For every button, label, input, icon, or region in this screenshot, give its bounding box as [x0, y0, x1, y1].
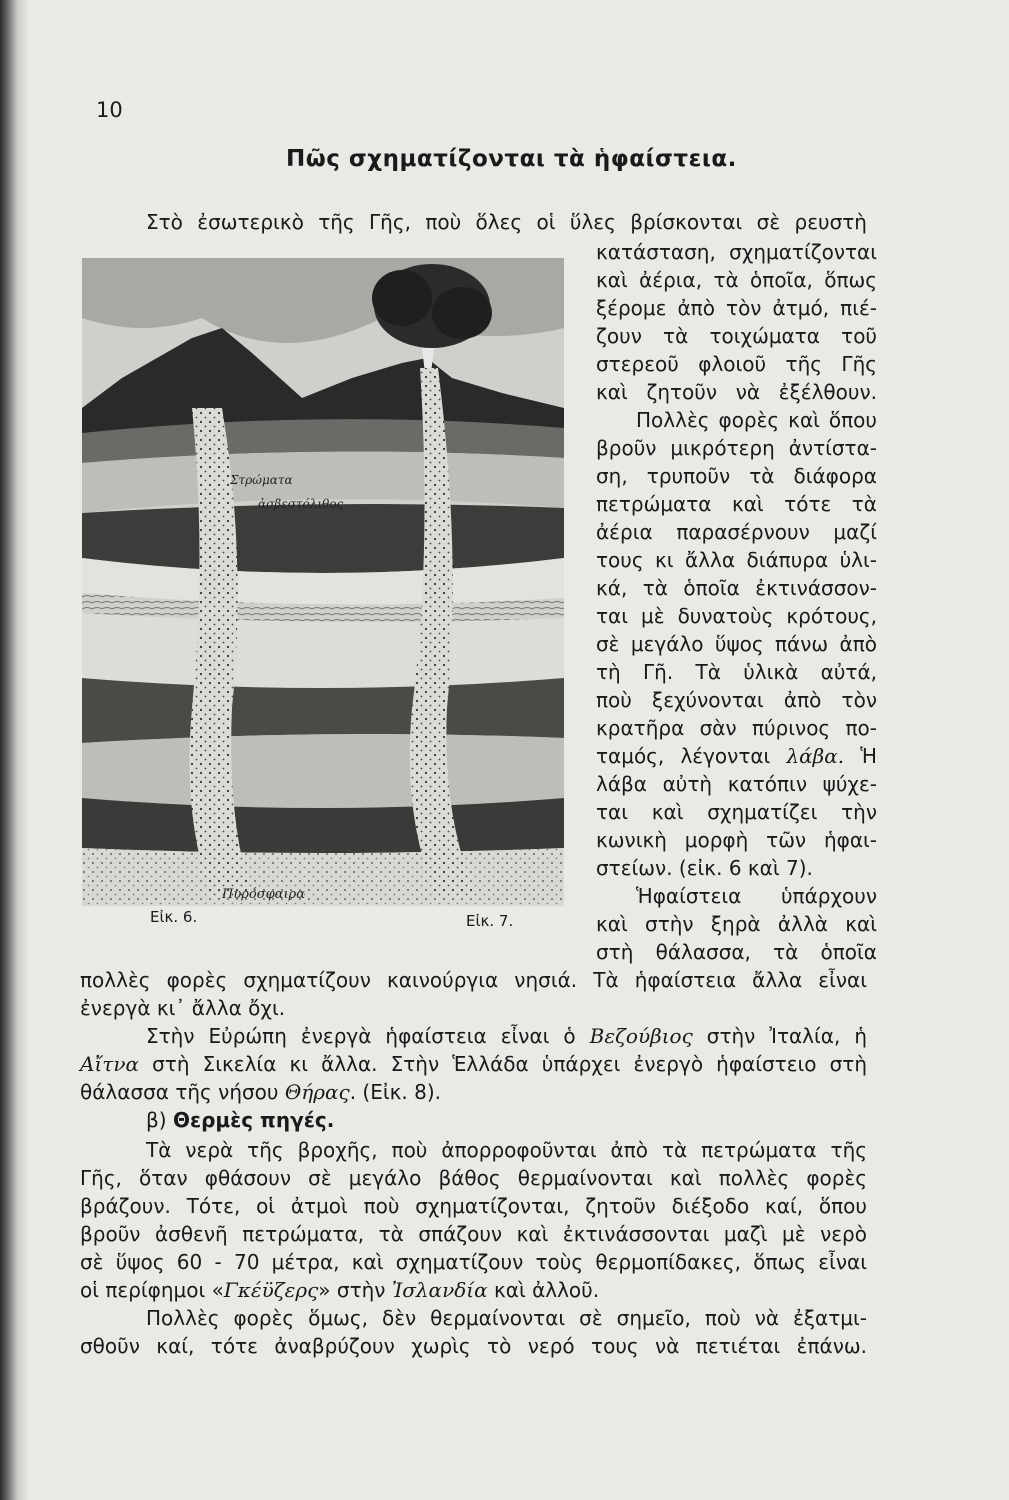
column-line: βροῦν μικρότερη ἀντίστα- — [596, 436, 877, 460]
column-line: ποὺ ξεχύνονται ἀπὸ τὸν — [596, 688, 877, 712]
paragraph-line: Γῆς, ὅταν φθάσουν σὲ μεγάλο βάθος θερμαίνονται καὶ πολλὲς φορὲς — [80, 1166, 867, 1190]
italic-term-vesuvius: Βεζούβιος — [589, 1024, 693, 1048]
text-run: στὴ Σικελία κι ἄλλα. Στὴν Ἑλλάδα ὑπάρχει ἐνεργὸ ἡφαίστειο στὴ — [139, 1052, 867, 1076]
column-line: ται καὶ σχηματίζει τὴν — [596, 800, 877, 824]
figure-label-pyrosphere: Πυρόσφαιρα — [222, 887, 305, 902]
text-run: . (Εἰκ. 8). — [349, 1080, 441, 1104]
figure-label-limestone: ἀσβεστόλιθος — [258, 497, 344, 511]
text-run: οἱ περίφημοι « — [80, 1278, 224, 1302]
section-title: Πῶς σχηματίζονται τὰ ἡφαίστεια. — [286, 146, 737, 172]
figure-label-strata: Στρώματα — [230, 473, 293, 487]
column-line: καὶ στὴν ξηρὰ ἀλλὰ καὶ — [596, 912, 877, 936]
column-line: κά, τὰ ὁποῖα ἐκτινάσσον- — [596, 576, 877, 600]
figure-caption-7: Εἰκ. 7. — [466, 912, 514, 930]
paragraph-line — [80, 1080, 867, 1104]
text-run: Στὴν Εὐρώπη ἐνεργὰ ἡφαίστεια εἶναι ὁ — [146, 1024, 590, 1048]
italic-term-iceland: Ἰσλανδία — [391, 1278, 488, 1302]
column-line: ξέρομε ἀπὸ τὸν ἀτμό, πιέ- — [596, 296, 877, 320]
paragraph-line — [80, 1024, 867, 1048]
column-line: στὴ θάλασσα, τὰ ὁποῖα — [596, 940, 877, 964]
paragraph-line: Πολλὲς φορὲς ὅμως, δὲν θερμαίνονται σὲ σημεῖο, ποὺ νὰ ἐξατμι- — [146, 1306, 867, 1330]
column-line: ζουν τὰ τοιχώματα τοῦ — [596, 324, 877, 348]
column-line: κωνικὴ μορφὴ τῶν ἡφαι- — [596, 828, 877, 852]
column-line: Ἡφαίστεια ὑπάρχουν — [636, 884, 877, 908]
column-line: σὲ μεγάλο ὕψος πάνω ἀπὸ — [596, 632, 877, 656]
column-line: πετρώματα καὶ τότε τὰ — [596, 492, 877, 516]
paragraph-line: βράζουν. Τότε, οἱ ἀτμοὶ ποὺ σχηματίζονται, ζητοῦν διέξοδο καί, ὅπου — [80, 1194, 867, 1218]
italic-term-etna: Αἴτνα — [80, 1052, 140, 1076]
paragraph-line: Στὸ ἐσωτερικὸ τῆς Γῆς, ποὺ ὅλες οἱ ὕλες βρίσκονται σὲ ρευστὴ — [146, 210, 867, 234]
column-line: στερεοῦ φλοιοῦ τῆς Γῆς — [596, 352, 877, 376]
text-run: β) — [146, 1108, 173, 1132]
text-run: Ἡ — [844, 744, 877, 768]
column-line: ἀέρια παρασέρνουν μαζί — [596, 520, 877, 544]
italic-term-geysers: Γκέϋζερς — [223, 1278, 319, 1302]
column-line: καὶ ἀέρια, τὰ ὁποῖα, ὅπως — [596, 268, 877, 292]
volcano-illustration — [82, 258, 564, 906]
text-run: καὶ ἀλλοῦ. — [487, 1278, 600, 1302]
paragraph-line — [80, 1278, 867, 1302]
column-line: καὶ ζητοῦν νὰ ἐξέλθουν. — [596, 380, 877, 404]
page-number: 10 — [96, 98, 123, 122]
text-run: στὴν Ἰταλία, ἡ — [692, 1024, 867, 1048]
column-line: κατάσταση, σχηματίζονται — [596, 240, 877, 264]
page-edge-shadow — [0, 0, 30, 1500]
figure-caption-6: Εἰκ. 6. — [150, 908, 198, 926]
paragraph-line: Τὰ νερὰ τῆς βροχῆς, ποὺ ἀπορροφοῦνται ἀπὸ τὰ πετρώματα τῆς — [146, 1138, 867, 1162]
column-line — [596, 744, 877, 768]
paragraph-line: ἐνεργὰ κι᾿ ἄλλα ὄχι. — [80, 996, 286, 1020]
italic-term-thera: Θήρας — [284, 1080, 350, 1104]
paragraph-line: σθοῦν καί, τότε ἀναβρύζουν χωρὶς τὸ νερό τους νὰ πετιέται ἐπάνω. — [80, 1334, 867, 1358]
column-line: στείων. (εἰκ. 6 καὶ 7). — [596, 856, 813, 880]
paragraph-line: σὲ ὕψος 60 - 70 μέτρα, καὶ σχηματίζουν τοὺς θερμοπίδακες, ὅπως εἶναι — [80, 1250, 867, 1274]
column-line: τους κι ἄλλα διάπυρα ὑλι- — [596, 548, 877, 572]
text-run: » στὴν — [318, 1278, 392, 1302]
bold-heading-hot-springs: Θερμὲς πηγές. — [172, 1108, 335, 1132]
italic-term-lava: λάβα. — [786, 744, 845, 768]
column-line: ται μὲ δυνατοὺς κρότους, — [596, 604, 877, 628]
column-line: Πολλὲς φορὲς καὶ ὅπου — [636, 408, 877, 432]
column-line: ση, τρυποῦν τὰ διάφορα — [596, 464, 877, 488]
text-run: ταμός, λέγονται — [596, 744, 787, 768]
column-line: κρατῆρα σὰν πύρινος πο- — [596, 716, 877, 740]
text-run: θάλασσα τῆς νήσου — [80, 1080, 285, 1104]
column-line: τὴ Γῆ. Τὰ ὑλικὰ αὐτά, — [596, 660, 877, 684]
column-line: λάβα αὐτὴ κατόπιν ψύχε- — [596, 772, 877, 796]
paragraph-line: βροῦν ἀσθενῆ πετρώματα, τὰ σπάζουν καὶ ἐκτινάσσονται μαζὶ μὲ νερὸ — [80, 1222, 867, 1246]
subsection-heading — [80, 1108, 867, 1132]
paragraph-line — [80, 1052, 867, 1076]
paragraph-line: πολλὲς φορὲς σχηματίζουν καινούργια νησιά. Τὰ ἡφαίστεια ἄλλα εἶναι — [80, 968, 867, 992]
